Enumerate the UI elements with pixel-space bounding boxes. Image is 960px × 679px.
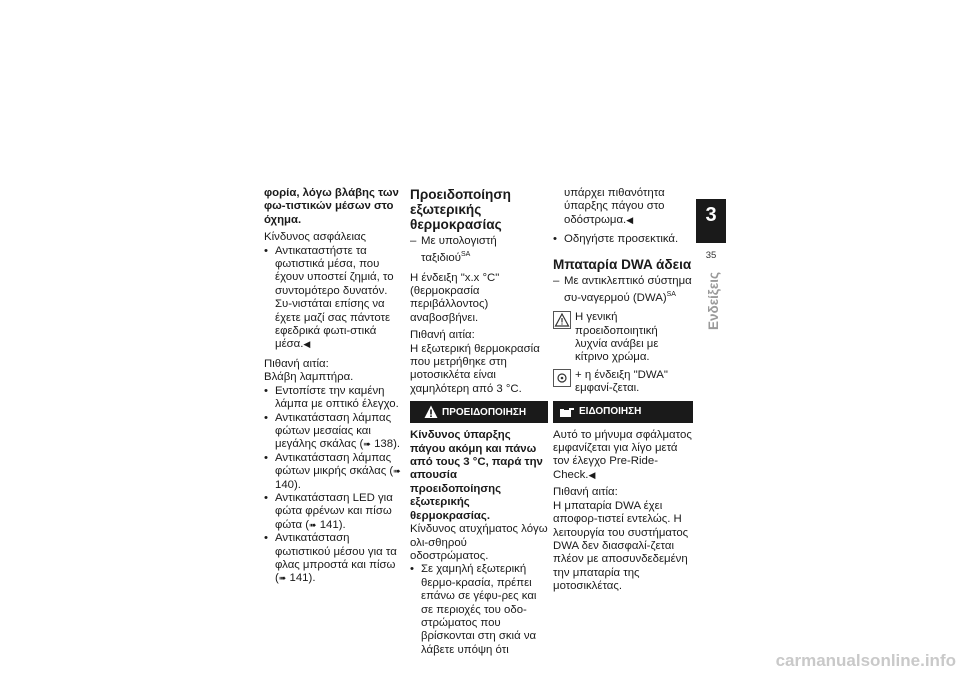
cause-text: Η εξωτερική θερμοκρασία που μετρήθηκε στη μοτοσικλέτα είναι χαμηλότερη από 3 °C. — [410, 342, 540, 395]
list-item: • Αντικατάσταση λάμπας φώτων μικρής σκάλας (➠ 140). — [264, 452, 404, 492]
list-item: • Σε χαμηλή εξωτερική θερμο-κρασία, πρέπει επάνω σε γέφυ-ρες και σε περιοχές του οδο-στρώματος που βρίσκονται στη σκιά να λάβετε υπόψη ότι — [410, 563, 548, 657]
list-item: • Αντικατάσταση LED για φώτα φρένων και πίσω φώτα (➠ 141). — [264, 492, 404, 532]
warning-label: ΠΡΟΕΙΔΟΠΟΙΗΣΗ — [442, 406, 527, 418]
notice-label: ΕΙΔΟΠΟΙΗΣΗ — [579, 405, 642, 417]
cause-label: Πιθανή αιτία: — [553, 486, 618, 499]
display-note — [553, 369, 693, 396]
risk-text: Κίνδυνος ασφάλειας — [264, 231, 367, 244]
notice-text: Αυτό το μήνυμα σφάλματος εμφανίζεται για λίγο μετά τον έλεγχο Pre-Ride-Check.◀ — [553, 428, 692, 481]
end-mark-icon: ◀ — [626, 214, 634, 225]
page-ref-arrow-icon: ➠ — [363, 439, 371, 450]
general-warning-lamp-icon — [553, 311, 571, 329]
list-item: • Αντικαταστήστε τα φωτιστικά μέσα, που έχουν υποστεί ζημιά, το συντομότερο δυνατόν. Συ-νιστάται επίσης να έχετε μαζί σας πάντοτε εφεδρικά φωτι-στικά μέσα.◀ — [264, 245, 404, 352]
notice-banner — [553, 401, 693, 423]
list-item: • Εντοπίστε την καμένη λάμπα με οπτικό έλεγχο. — [264, 385, 404, 412]
pointing-hand-icon — [559, 405, 575, 419]
equipment-note: – Με αντικλεπτικό σύστημα συ-ναγερμού (DWA)$^{SA}$ — [553, 275, 693, 306]
text-column-3 — [553, 187, 693, 598]
cause-label: Πιθανή αιτία: — [410, 329, 475, 342]
risk-text: Κίνδυνος ατυχήματος λόγω ολι-σθηρού οδοστρώματος. — [410, 523, 548, 562]
page-number: 35 — [705, 250, 717, 261]
warning-triangle-icon — [424, 405, 438, 419]
equipment-note: – Με υπολογιστή ταξιδιού$^{SA}$ — [410, 235, 548, 266]
cause-text: Βλάβη λαμπτήρα. — [264, 371, 354, 384]
text-column-1 — [264, 187, 404, 586]
watermark: carmanualsonline.info — [775, 651, 956, 670]
cause-text: Η μπαταρία DWA έχει αποφορ-τιστεί εντελώς. Η λειτουργία του συστήματος DWA δεν διασφαλί-ζεται πλέον με αποσυνδεδεμένη την μπαταρία της μοτοσικλέτας. — [553, 499, 689, 593]
chapter-number: 3 — [705, 204, 717, 226]
chapter-side-label: Ενδείξεις — [706, 271, 721, 330]
note-text: + η ένδειξη "DWA" εμφανί-ζεται. — [575, 368, 668, 395]
indicator-note — [553, 311, 693, 365]
list-item: • Οδηγήστε προσεκτικά. — [553, 233, 693, 246]
continuation-text: υπάρχει πιθανότητα ύπαρξης πάγου στο οδόστρωμα.◀ — [564, 187, 665, 226]
display-indicator-icon — [553, 369, 571, 387]
indication-text: Η ένδειξη "x.x °C" (θερμοκρασία περιβάλλοντος) αναβοσβήνει. — [410, 271, 500, 324]
cause-label: Πιθανή αιτία: — [264, 357, 329, 370]
note-text: Η γενική προειδοποιητική λυχνία ανάβει με κίτρινο χρώμα. — [575, 311, 659, 364]
end-mark-icon: ◀ — [303, 339, 311, 350]
section-heading: Προειδοποίηση εξωτερικής θερμοκρασίας — [410, 187, 511, 232]
page-ref-arrow-icon: ➠ — [393, 466, 401, 477]
list-item: • Αντικατάσταση λάμπας φώτων μεσαίας και μεγάλης σκάλας (➠ 138). — [264, 412, 404, 452]
page-ref-arrow-icon: ➠ — [309, 519, 317, 530]
warning-banner — [410, 401, 548, 423]
text-column-2 — [410, 187, 548, 657]
intro-bold: φορία, λόγω βλάβης των φω-τιστικών μέσων στο όχημα. — [264, 187, 399, 226]
warning-bold: Κίνδυνος ύπαρξης πάγου ακόμη και πάνω από τους 3 °C, παρά την απουσία προειδοποίησης εξωτερικής θερμοκρασίας. — [410, 429, 543, 522]
page-ref-arrow-icon: ➠ — [278, 573, 287, 584]
end-mark-icon: ◀ — [588, 469, 596, 480]
section-heading: Μπαταρία DWA άδεια — [553, 256, 692, 272]
list-item: • Αντικατάσταση φωτιστικού μέσου για τα φλας μπροστά και πίσω (➠ 141). — [264, 532, 404, 586]
